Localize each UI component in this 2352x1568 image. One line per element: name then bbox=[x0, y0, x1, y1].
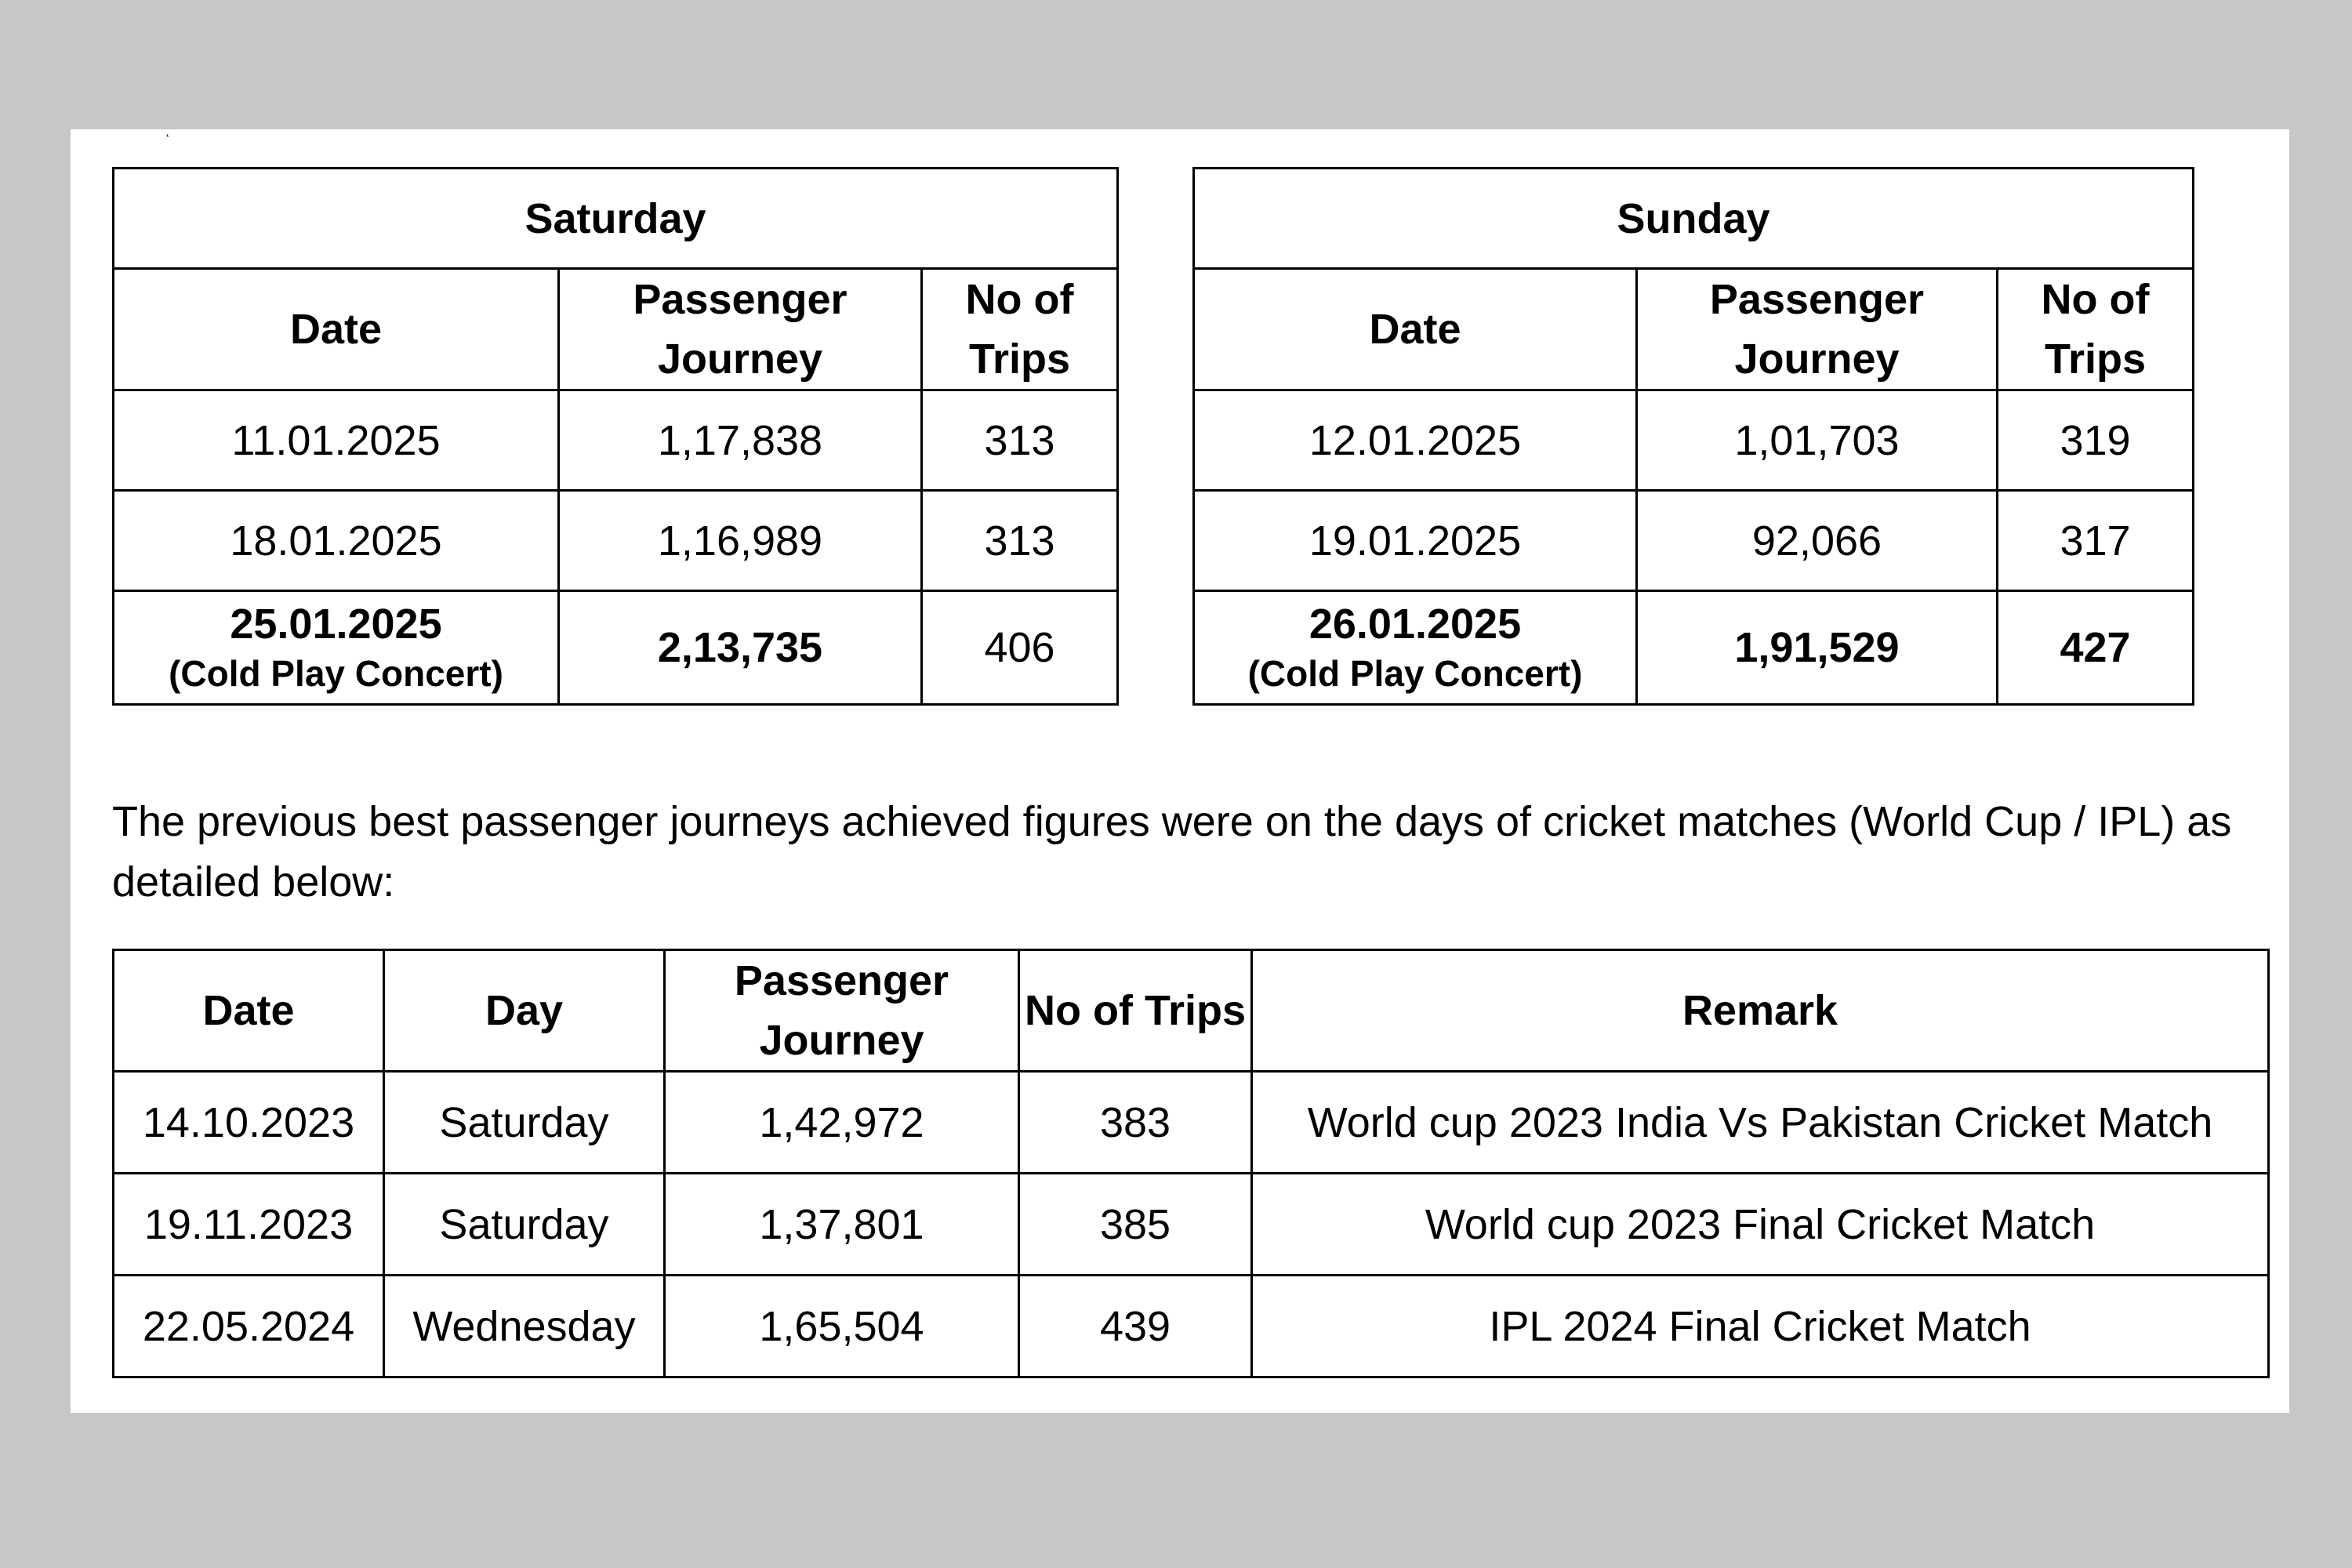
sun-concert-trips-cell: 427 bbox=[1998, 591, 2194, 705]
sat-trips-cell: 313 bbox=[922, 390, 1118, 491]
table-row bbox=[114, 1174, 2269, 1276]
body-paragraph: The previous best passenger journeys achieved figures were on the days of cricket matches (World Cup / IPL) as detailed below: bbox=[112, 798, 2232, 906]
sun-concert-date: 26.01.2025 bbox=[1308, 601, 1522, 648]
partial-text-mark: ˛ bbox=[166, 124, 171, 137]
day-cell: Wednesday bbox=[384, 1276, 665, 1377]
sun-trips-cell: 319 bbox=[1998, 390, 2194, 491]
date-header: Date bbox=[114, 950, 384, 1072]
weekend-ridership-table bbox=[112, 167, 2194, 706]
document-page bbox=[71, 124, 2289, 1413]
trips-header: No of Trips bbox=[1019, 950, 1252, 1072]
trips-cell: 383 bbox=[1019, 1072, 1252, 1174]
sun-date-header: Date bbox=[1194, 269, 1637, 390]
date-cell: 22.05.2024 bbox=[114, 1276, 384, 1377]
sat-journey-header: Passenger Journey bbox=[559, 269, 922, 390]
sun-journey-cell: 1,01,703 bbox=[1637, 390, 1998, 491]
sat-trips-cell: 313 bbox=[922, 491, 1118, 591]
sun-concert-note: (Cold Play Concert) bbox=[1247, 653, 1583, 694]
table-row bbox=[114, 1276, 2269, 1377]
remark-cell: IPL 2024 Final Cricket Match bbox=[1252, 1276, 2269, 1377]
journey-cell: 1,37,801 bbox=[665, 1174, 1019, 1276]
day-title-row bbox=[114, 169, 2194, 269]
day-cell: Saturday bbox=[384, 1174, 665, 1276]
sat-trips-header: No of Trips bbox=[922, 269, 1118, 390]
journey-cell: 1,65,504 bbox=[665, 1276, 1019, 1377]
sat-date-cell: 11.01.2025 bbox=[114, 390, 559, 491]
sat-date-cell: 18.01.2025 bbox=[114, 491, 559, 591]
records-header-row bbox=[114, 950, 2269, 1072]
date-cell: 14.10.2023 bbox=[114, 1072, 384, 1174]
sat-journey-cell: 1,16,989 bbox=[559, 491, 922, 591]
sun-journey-cell: 92,066 bbox=[1637, 491, 1998, 591]
day-header: Day bbox=[384, 950, 665, 1072]
sat-journey-cell: 1,17,838 bbox=[559, 390, 922, 491]
remark-cell: World cup 2023 Final Cricket Match bbox=[1252, 1174, 2269, 1276]
sun-trips-header: No of Trips bbox=[1998, 269, 2194, 390]
sun-journey-header: Passenger Journey bbox=[1637, 269, 1998, 390]
remark-cell: World cup 2023 India Vs Pakistan Cricket Match bbox=[1252, 1072, 2269, 1174]
journey-cell: 1,42,972 bbox=[665, 1072, 1019, 1174]
trips-cell: 385 bbox=[1019, 1174, 1252, 1276]
sun-trips-cell: 317 bbox=[1998, 491, 2194, 591]
sun-concert-date-cell bbox=[1194, 591, 1637, 705]
sun-date-cell: 19.01.2025 bbox=[1194, 491, 1637, 591]
sun-date-cell: 12.01.2025 bbox=[1194, 390, 1637, 491]
previous-records-table bbox=[112, 949, 2270, 1378]
sat-concert-date-cell bbox=[114, 591, 559, 705]
sat-concert-date: 25.01.2025 bbox=[230, 601, 442, 648]
sat-concert-journey-cell: 2,13,735 bbox=[559, 591, 922, 705]
saturday-title: Saturday bbox=[114, 169, 1118, 269]
table-row bbox=[114, 1072, 2269, 1174]
trips-cell: 439 bbox=[1019, 1276, 1252, 1377]
day-cell: Saturday bbox=[384, 1072, 665, 1174]
sat-concert-note: (Cold Play Concert) bbox=[169, 653, 503, 694]
sun-concert-journey-cell: 1,91,529 bbox=[1637, 591, 1998, 705]
table-gap bbox=[1118, 169, 1194, 705]
sunday-title: Sunday bbox=[1194, 169, 2194, 269]
date-cell: 19.11.2023 bbox=[114, 1174, 384, 1276]
remark-header: Remark bbox=[1252, 950, 2269, 1072]
journey-header: Passenger Journey bbox=[665, 950, 1019, 1072]
sat-date-header: Date bbox=[114, 269, 559, 390]
sat-concert-trips-cell: 406 bbox=[922, 591, 1118, 705]
